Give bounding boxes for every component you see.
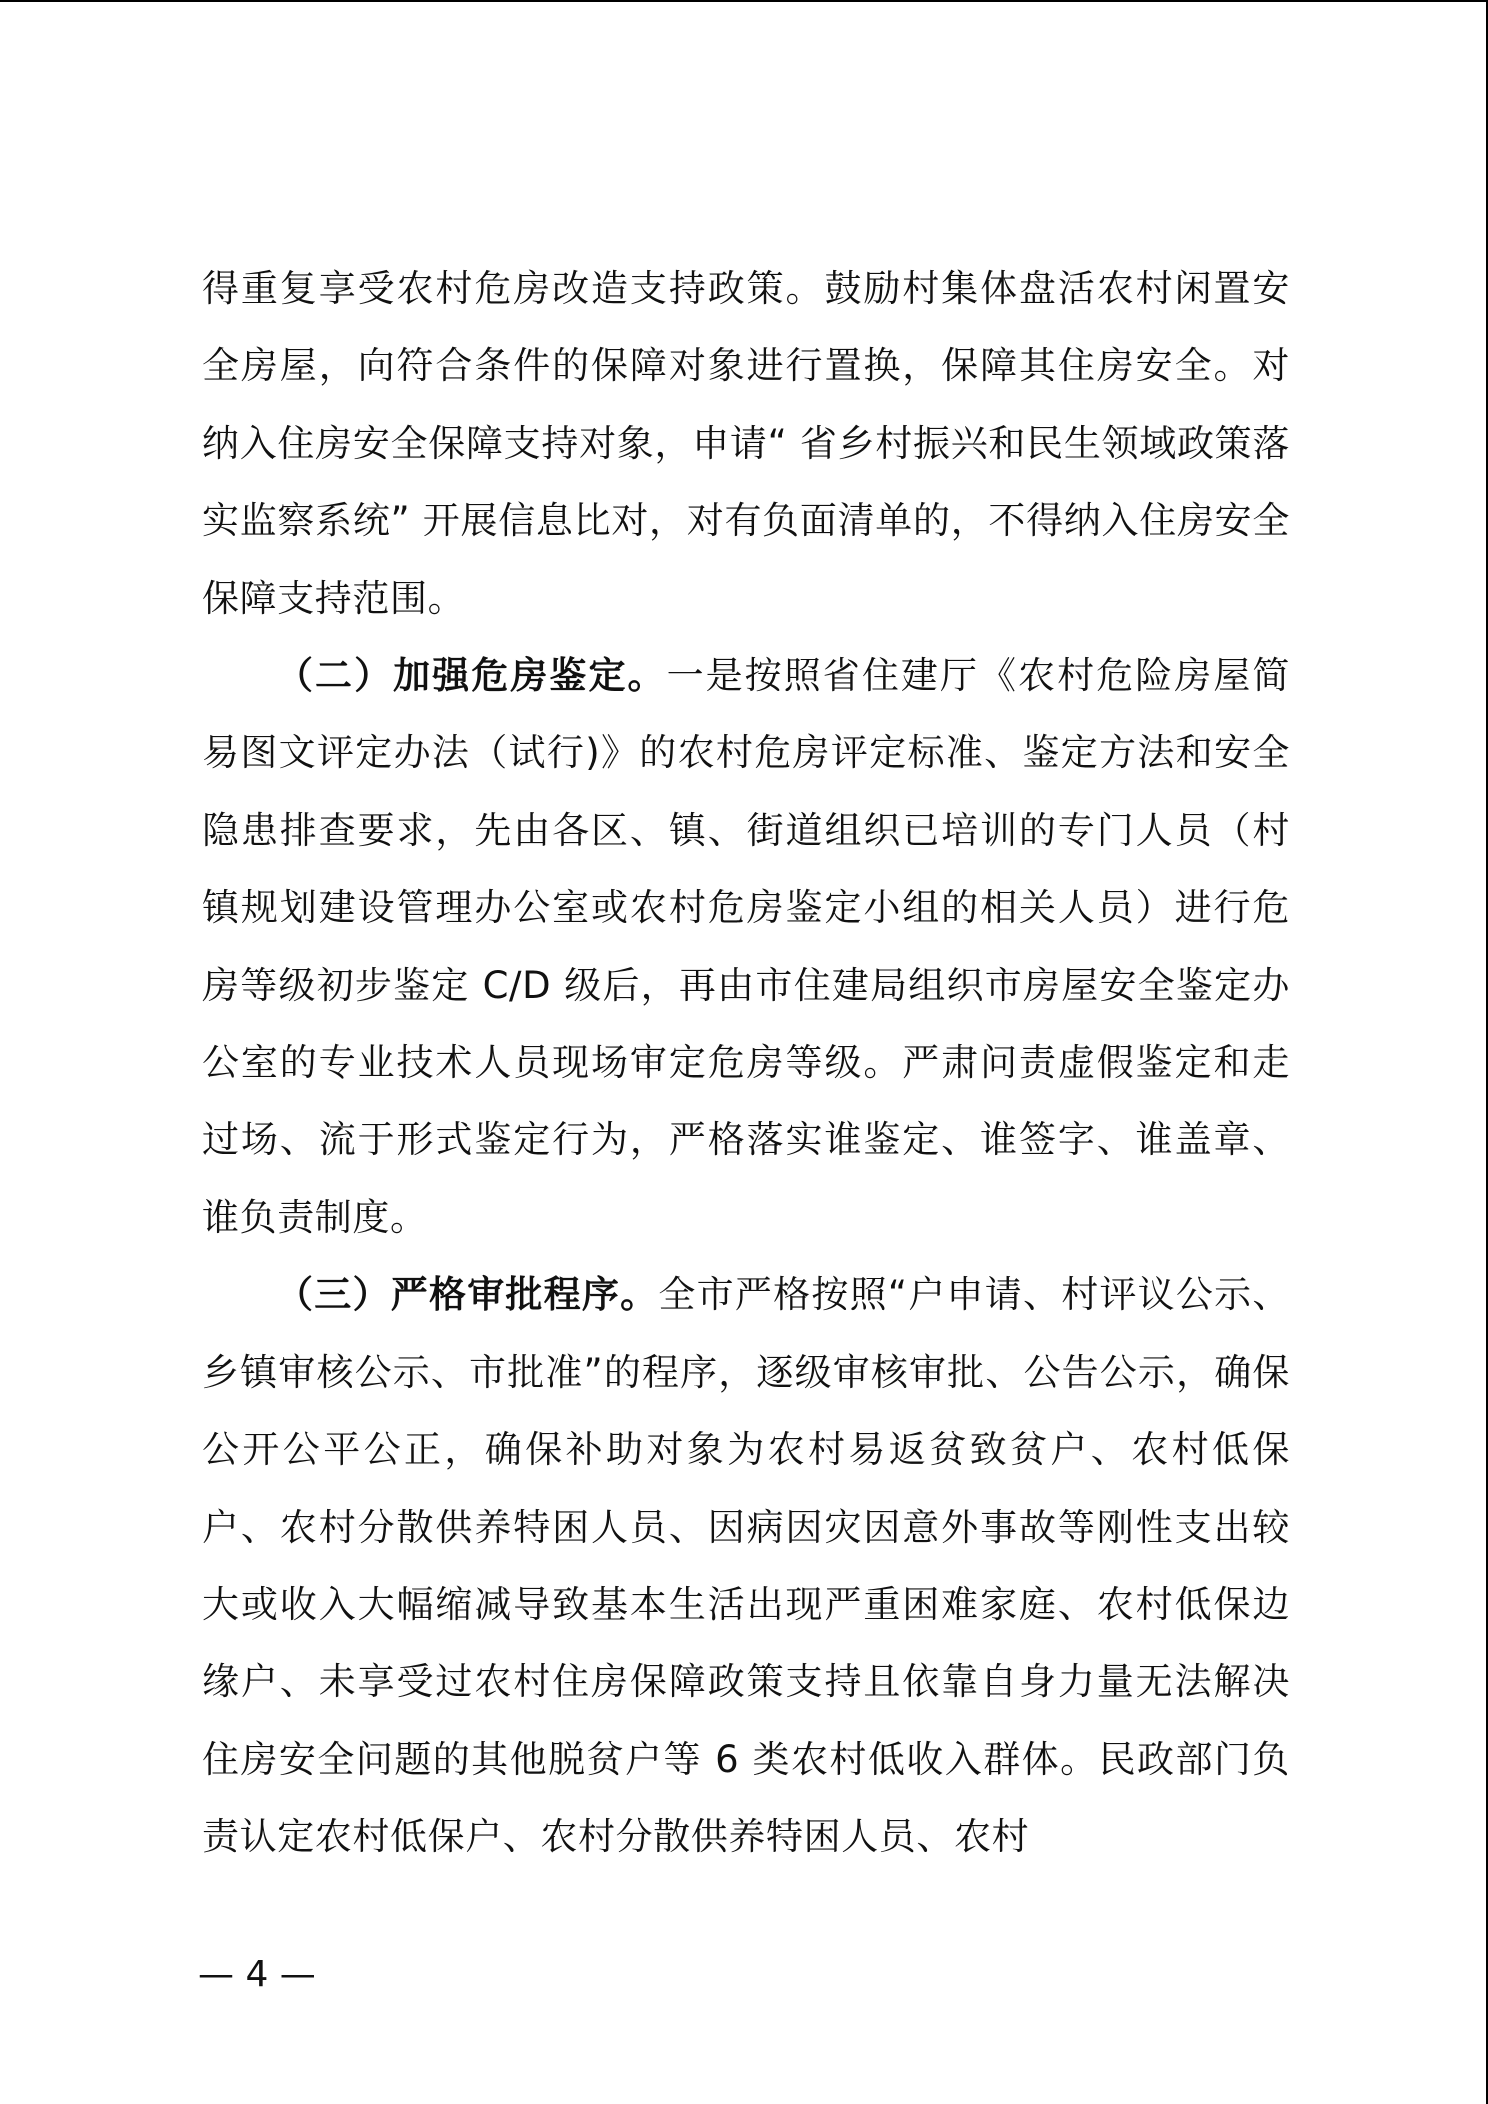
section-3-text: 全市严格按照“户申请、村评议公示、乡镇审核公示、市批准”的程序，逐级审核审批、公告公示，确保公开公平公正，确保补助对象为农村易返贫致贫户、农村低保户、农村分散供养特困人员、因病因灾因意外事故等刚性支出较大或收入大幅缩减导致基本生活出现严重困难家庭、农村低保边缘户、未享受过农村住房保障政策支持且依靠自身力量无法解决住房安全问题的其他脱贫户等 6 类农村低收入群体。民政部门负责认定农村低保户、农村分散供养特困人员、农村 bbox=[202, 1273, 1291, 1859]
section-2-text: 一是按照省住建厅《农村危险房屋简易图文评定办法（试行)》的农村危房评定标准、鉴定方法和安全隐患排查要求，先由各区、镇、街道组织已培训的专门人员（村镇规划建设管理办公室或农村危房鉴定小组的相关人员）进行危房等级初步鉴定 C/D 级后，再由市住建局组织市房屋安全鉴定办公室的专业技术人员现场审定危房等级。严肃问责虚假鉴定和走过场、流于形式鉴定行为，严格落实谁鉴定、谁签字、谁盖章、谁负责制度。 bbox=[202, 654, 1290, 1239]
paragraph-section-3 bbox=[202, 1256, 1290, 1875]
section-3-heading: （三）严格审批程序。 bbox=[276, 1273, 659, 1317]
page-number: — 4 — bbox=[198, 1954, 316, 1995]
paragraph-continuation: 得重复享受农村危房改造支持政策。鼓励村集体盘活农村闲置安全房屋，向符合条件的保障对象进行置换，保障其住房安全。对纳入住房安全保障支持对象，申请“ 省乡村振兴和民生领域政策落实监察系统” 开展信息比对，对有负面清单的，不得纳入住房安全保障支持范围。 bbox=[202, 267, 1290, 620]
document-body bbox=[202, 250, 1290, 1876]
section-2-heading: （二）加强危房鉴定。 bbox=[276, 654, 667, 698]
page-border-top bbox=[0, 0, 1488, 2]
paragraph-section-2 bbox=[202, 637, 1290, 1256]
